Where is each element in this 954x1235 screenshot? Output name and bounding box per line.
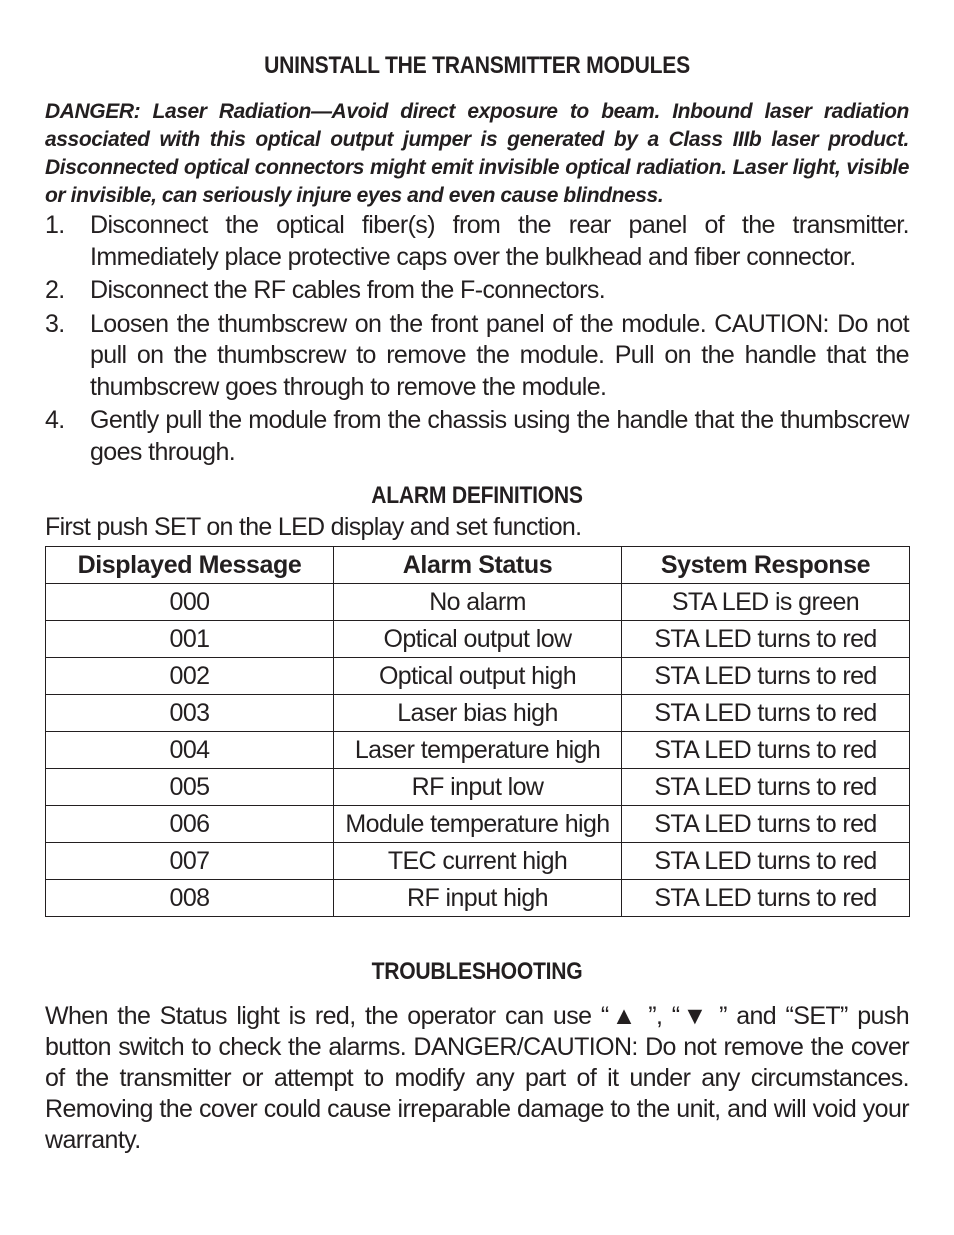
displayed-message-cell: 008 bbox=[46, 880, 334, 917]
alarm-status-cell: No alarm bbox=[334, 584, 622, 621]
column-header-alarm-status: Alarm Status bbox=[334, 547, 622, 584]
table-row bbox=[46, 769, 910, 806]
table-row bbox=[46, 806, 910, 843]
uninstall-step bbox=[45, 309, 909, 404]
step-number: 1. bbox=[45, 211, 65, 239]
table-row bbox=[46, 843, 910, 880]
column-header-displayed-message: Displayed Message bbox=[46, 547, 334, 584]
alarm-status-cell: Laser bias high bbox=[334, 695, 622, 732]
troubleshooting-title: TROUBLESHOOTING bbox=[371, 958, 583, 985]
system-response-cell: STA LED turns to red bbox=[622, 880, 910, 917]
table-row bbox=[46, 584, 910, 621]
displayed-message-cell: 004 bbox=[46, 732, 334, 769]
displayed-message-cell: 001 bbox=[46, 621, 334, 658]
displayed-message-cell: 000 bbox=[46, 584, 334, 621]
uninstall-section-title: UNINSTALL THE TRANSMITTER MODULES bbox=[264, 52, 690, 79]
step-number: 4. bbox=[45, 406, 65, 434]
system-response-cell: STA LED turns to red bbox=[622, 732, 910, 769]
displayed-message-cell: 003 bbox=[46, 695, 334, 732]
step-text: Gently pull the module from the chassis using the handle that the thumbscrew goes through. bbox=[90, 406, 909, 466]
system-response-cell: STA LED turns to red bbox=[622, 658, 910, 695]
uninstall-step bbox=[45, 405, 909, 468]
step-number: 2. bbox=[45, 276, 65, 304]
displayed-message-cell: 006 bbox=[46, 806, 334, 843]
column-header-system-response: System Response bbox=[622, 547, 910, 584]
table-row bbox=[46, 732, 910, 769]
alarm-definitions-title: ALARM DEFINITIONS bbox=[371, 482, 583, 509]
table-row bbox=[46, 880, 910, 917]
uninstall-steps-list bbox=[45, 210, 909, 470]
alarm-status-cell: Optical output high bbox=[334, 658, 622, 695]
uninstall-step bbox=[45, 210, 909, 273]
step-text: Disconnect the optical fiber(s) from the rear panel of the transmitter. Immediately place protective caps over the bulkhead and fiber connector. bbox=[90, 211, 909, 271]
alarm-definitions-table bbox=[45, 546, 910, 917]
system-response-cell: STA LED is green bbox=[622, 584, 910, 621]
system-response-cell: STA LED turns to red bbox=[622, 695, 910, 732]
system-response-cell: STA LED turns to red bbox=[622, 769, 910, 806]
system-response-cell: STA LED turns to red bbox=[622, 621, 910, 658]
displayed-message-cell: 005 bbox=[46, 769, 334, 806]
alarm-status-cell: Module temperature high bbox=[334, 806, 622, 843]
table-row bbox=[46, 621, 910, 658]
laser-danger-warning: DANGER: Laser Radiation—Avoid direct exposure to beam. Inbound laser radiation associated with this optical output jumper is generated by a Class IIIb laser product. Disconnected optical connectors might emit invisible optical radiation. Laser light, visible or invisible, can seriously injure eyes and even cause blindness. bbox=[45, 100, 909, 207]
alarm-intro-text: First push SET on the LED display and set function. bbox=[45, 513, 582, 541]
alarm-status-cell: Optical output low bbox=[334, 621, 622, 658]
alarm-status-cell: RF input low bbox=[334, 769, 622, 806]
system-response-cell: STA LED turns to red bbox=[622, 806, 910, 843]
uninstall-step bbox=[45, 275, 909, 307]
displayed-message-cell: 002 bbox=[46, 658, 334, 695]
alarm-status-cell: RF input high bbox=[334, 880, 622, 917]
table-row bbox=[46, 695, 910, 732]
displayed-message-cell: 007 bbox=[46, 843, 334, 880]
step-number: 3. bbox=[45, 309, 65, 338]
step-text: Disconnect the RF cables from the F-connectors. bbox=[90, 276, 606, 304]
table-row bbox=[46, 658, 910, 695]
system-response-cell: STA LED turns to red bbox=[622, 843, 910, 880]
alarm-status-cell: Laser temperature high bbox=[334, 732, 622, 769]
alarm-status-cell: TEC current high bbox=[334, 843, 622, 880]
table-header-row bbox=[46, 547, 910, 584]
troubleshooting-paragraph: When the Status light is red, the operator can use “▲ ”, “▼ ” and “SET” push button switch to check the alarms. DANGER/CAUTION: Do not remove the cover of the transmitter or attempt to modify any part of it under any circumstances. Removing the cover could cause irreparable damage to the unit, and will void your warranty. bbox=[45, 1002, 909, 1154]
step-text: Loosen the thumbscrew on the front panel of the module. CAUTION: Do not pull on the thumbscrew to remove the module. Pull on the handle that the thumbscrew goes through to remove the module. bbox=[90, 309, 909, 401]
